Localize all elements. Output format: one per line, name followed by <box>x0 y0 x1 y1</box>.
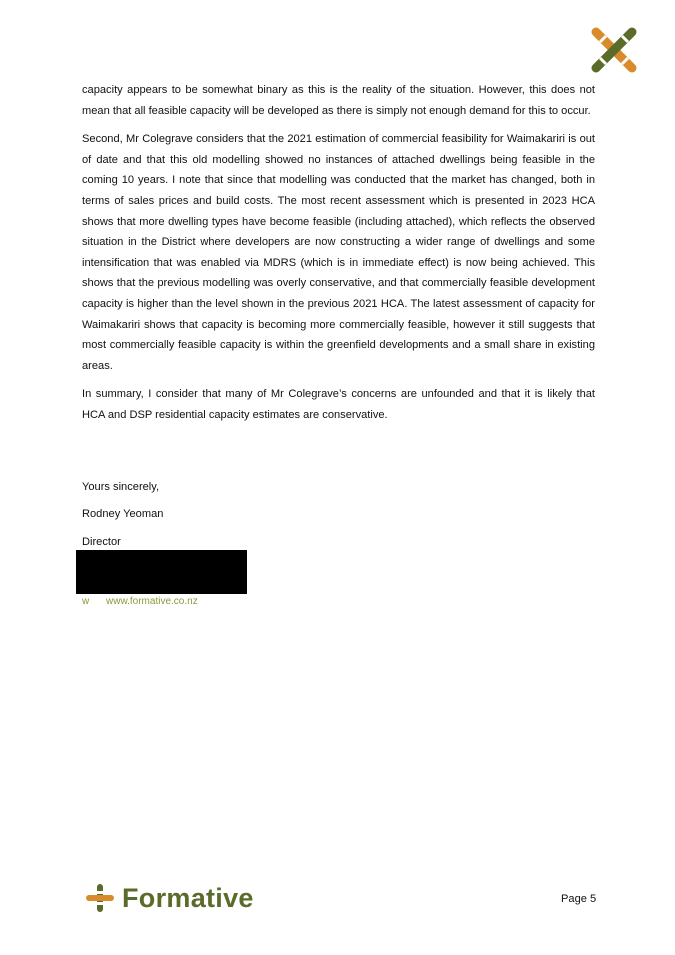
footer-logo <box>84 882 254 914</box>
redacted-contact-block <box>76 550 247 594</box>
formative-mark-icon <box>586 22 642 78</box>
website-label: w <box>82 596 90 607</box>
page-number: Page 5 <box>561 893 597 905</box>
signoff-block <box>82 478 163 560</box>
paragraph-feasibility: Second, Mr Colegrave considers that the 2021 estimation of commercial feasibility for Waimakariri is out of date and that this old modelling showed no instances of attached dwellings being feasible in the coming 10 years. I note that since that modelling was conducted that the market has changed, both in terms of sales prices and build costs. The most recent assessment which is presented in 2023 HCA shows that more dwelling types have become feasible (including attached), which reflects the observed situation in the District where developers are now constructing a wider range of dwellings and some intensification that was enabled via MDRS (which is in immediate effect) is now being achieved. This shows that the previous modelling was overly conservative, and that commercially feasible development capacity is higher than the level shown in the previous 2021 HCA. The latest assessment of capacity for Waimakariri shows that capacity is becoming more commercially feasible, however it still suggests that most commercially feasible capacity is within the greenfield developments and a small share in existing areas. <box>82 133 595 372</box>
letter-body <box>82 80 595 434</box>
brand-wordmark: Formative <box>122 883 254 913</box>
signatory-name: Rodney Yeoman <box>82 508 164 521</box>
formative-mark-icon <box>84 882 116 914</box>
website-line <box>82 596 198 607</box>
paragraph-summary: In summary, I consider that many of Mr Colegrave’s concerns are unfounded and that it is likely that HCA and DSP residential capacity estimates are conservative. <box>82 388 595 421</box>
closing-line: Yours sincerely, <box>82 481 160 493</box>
paragraph-capacity: capacity appears to be somewhat binary as this is the reality of the situation. However, this does not mean that all feasible capacity will be developed as there is simply not enough demand for this to occur. <box>82 84 595 117</box>
website-link[interactable]: www.formative.co.nz <box>106 596 198 607</box>
signatory-title: Director <box>82 535 121 548</box>
